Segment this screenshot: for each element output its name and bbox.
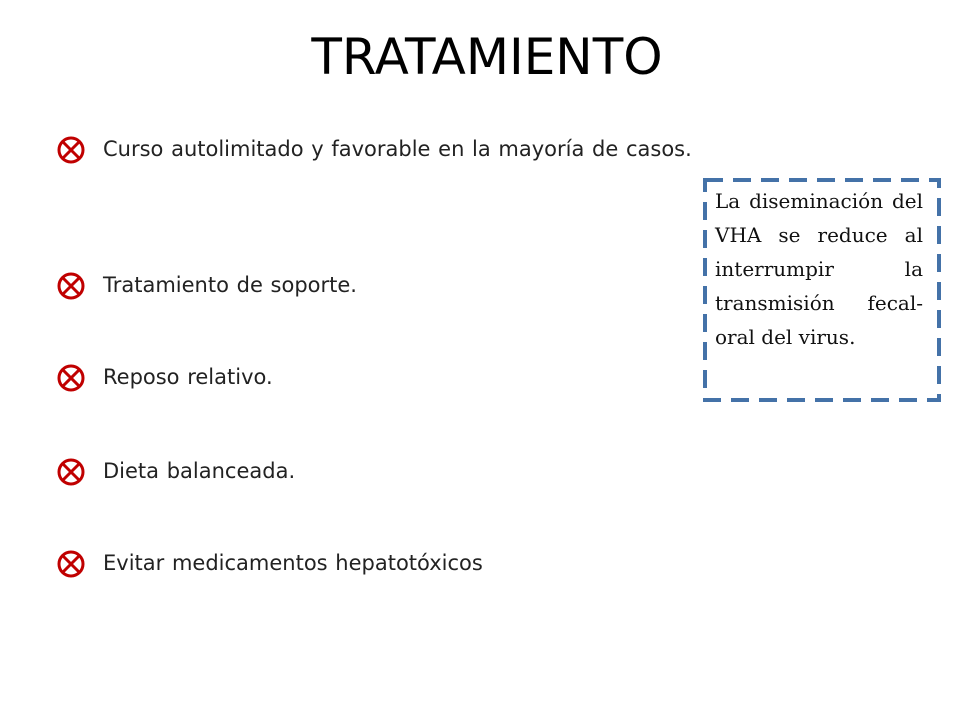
circled-x-icon: [55, 362, 87, 394]
note-text: La diseminación del VHA se reduce al interrumpir la transmisión fecal-oral del virus.: [715, 189, 923, 349]
slide-title: TRATAMIENTO: [311, 28, 663, 86]
circled-x-icon: [55, 548, 87, 580]
note-box: [703, 178, 939, 400]
circled-x-icon: [55, 456, 87, 488]
bullet-text: Curso autolimitado y favorable en la mayoría de casos.: [103, 137, 692, 161]
bullet-item: [55, 362, 735, 394]
circled-x-icon: [55, 270, 87, 302]
bullet-item: [55, 548, 735, 580]
bullet-text: Evitar medicamentos hepatotóxicos: [103, 551, 483, 575]
bullet-item: [55, 456, 735, 488]
bullet-text: Reposo relativo.: [103, 365, 273, 389]
circled-x-icon: [55, 134, 87, 166]
bullet-text: Dieta balanceada.: [103, 459, 296, 483]
bullet-text: Tratamiento de soporte.: [103, 273, 357, 297]
bullet-item: [55, 134, 735, 166]
bullet-item: [55, 270, 735, 302]
